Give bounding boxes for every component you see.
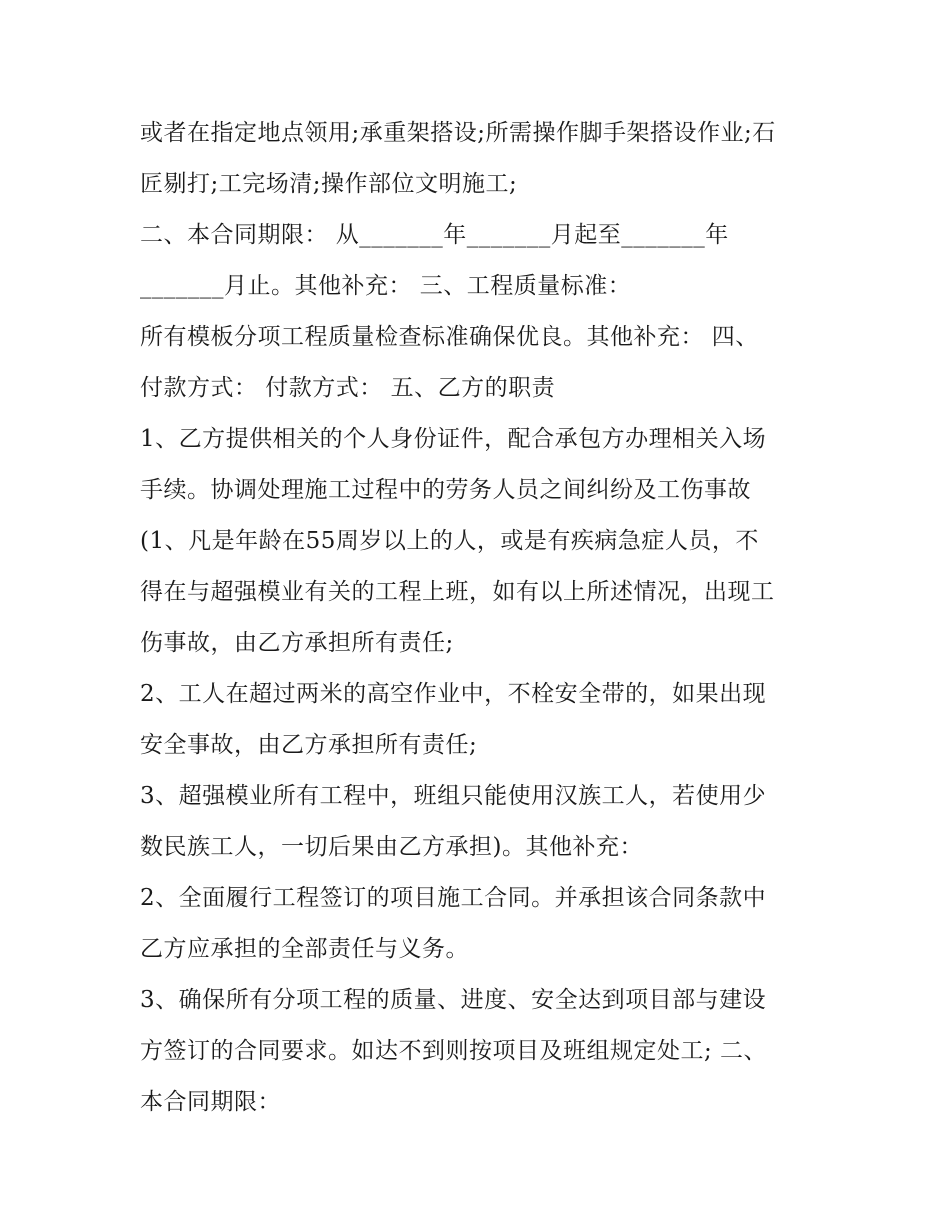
text-line-16: 2、全面履行工程签订的项目施工合同。并承担该合同条款中	[140, 885, 767, 911]
text-line-2: 匠剔打;工完场清;操作部位文明施工;	[140, 171, 518, 197]
text-line-6: 付款方式： 付款方式： 五、乙方的职责	[140, 375, 556, 401]
text-line-8: 手续。协调处理施工过程中的劳务人员之间纠纷及工伤事故	[140, 477, 751, 503]
text-line-12: 2、工人在超过两米的高空作业中，不栓安全带的，如果出现	[140, 681, 767, 707]
text-line-3: 二、本合同期限： 从_______年_______月起至_______年	[140, 222, 729, 248]
text-line-5: 所有模板分项工程质量检查标准确保优良。其他补充： 四、	[140, 324, 759, 350]
text-line-13: 安全事故，由乙方承担所有责任;	[140, 732, 478, 758]
text-line-14: 3、超强模业所有工程中，班组只能使用汉族工人，若使用少	[140, 783, 767, 809]
text-line-18: 3、确保所有分项工程的质量、进度、安全达到项目部与建设	[140, 987, 767, 1013]
text-line-1: 或者在指定地点领用;承重架搭设;所需操作脚手架搭设作业;石	[140, 120, 776, 146]
text-line-19: 方签订的合同要求。如达不到则按项目及班组规定处工; 二、	[140, 1038, 768, 1064]
text-line-7: 1、乙方提供相关的个人身份证件，配合承包方办理相关入场	[140, 426, 767, 452]
text-line-17: 乙方应承担的全部责任与义务。	[140, 936, 469, 962]
text-line-20: 本合同期限：	[140, 1089, 281, 1115]
text-line-9: (1、凡是年龄在55周岁以上的人，或是有疾病急症人员，不	[140, 528, 759, 554]
text-line-4: _______月止。其他补充： 三、工程质量标准：	[140, 273, 632, 299]
text-line-10: 得在与超强模业有关的工程上班，如有以上所述情况，出现工	[140, 579, 775, 605]
document-body	[140, 108, 830, 1128]
text-line-11: 伤事故，由乙方承担所有责任;	[140, 630, 454, 656]
text-line-15: 数民族工人，一切后果由乙方承担)。其他补充：	[140, 834, 643, 860]
